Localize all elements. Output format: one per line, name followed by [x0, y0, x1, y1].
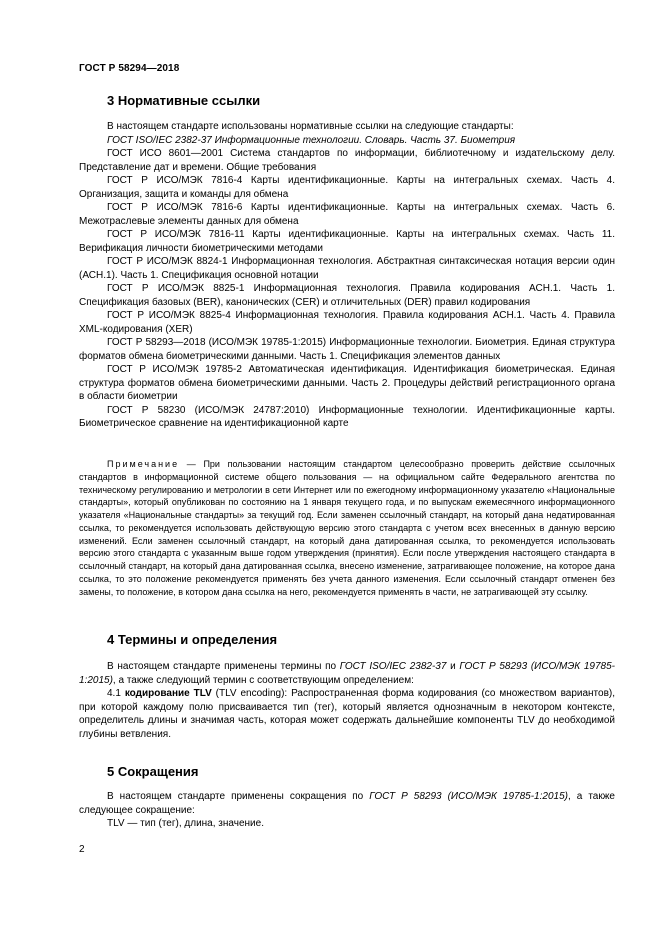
section-3-body	[79, 120, 615, 431]
page-number: 2	[79, 844, 85, 855]
intro-ref: ГОСТ Р 58293 (ИСО/МЭК 19785-1:2015)	[79, 661, 615, 686]
reference-item: ГОСТ Р ИСО/МЭК 19785-2 Автоматическая идентификация. Идентификация биометрическая. Единая структура форматов обмена биометрическими данными. Часть 2. Процедуры действий регистрационного органа в области биометрии	[79, 364, 615, 402]
note-label: Примечание	[107, 459, 180, 469]
section-5-body	[79, 790, 615, 831]
section-4-body	[79, 660, 615, 741]
reference-item: ГОСТ Р ИСО/МЭК 8825-4 Информационная технология. Правила кодирования АСН.1. Часть 4. Правила XML-кодирования (XER)	[79, 310, 615, 335]
intro-ref: ГОСТ ISO/IEC 2382-37	[339, 661, 447, 672]
term-number: 4.1	[107, 688, 125, 699]
section-4-intro	[79, 660, 615, 687]
intro-text: В настоящем стандарте применены термины по	[107, 661, 340, 672]
note-text: — При пользовании настоящим стандартом целесообразно проверить действие ссылочных стандартов в информационной системе общего пользования — на официальном сайте Федерального агентства по техническому регулированию и метрологии в сети Интернет или по ежегодному информационному указателю «Национальные стандарты», который опубликован по состоянию на 1 января текущего года, и по выпускам ежемесячного информационного указателя «Национальные стандарты» за текущий год. Если заменен ссылочный стандарт, на который дана недатированная ссылка, то рекомендуется использовать действующую версию этого стандарта с учетом всех внесенных в данную версию изменений. Если заменен ссылочный стандарт, на который дана датированная ссылка, то рекомендуется использовать версию этого стандарта с указанным выше годом утверждения (принятия). Если после утверждения настоящего стандарта в ссылочный стандарт, на который дана датированная ссылка, внесено изменение, затрагивающее положение, на которое дана ссылка, то это положение рекомендуется применять без учета данного изменения. Если ссылочный стандарт отменен без замены, то положение, в котором дана ссылка на него, рекомендуется применять в части, не затрагивающей эту ссылку.	[79, 459, 615, 597]
term-definition	[79, 687, 615, 741]
reference-italic: ГОСТ ISO/IEC 2382-37 Информационные технологии. Словарь. Часть 37. Биометрия	[107, 134, 516, 146]
intro-text: В настоящем стандарте применены сокращения по	[107, 791, 370, 802]
reference-item: ГОСТ Р ИСО/МЭК 7816-11 Карты идентификационные. Карты на интегральных схемах. Часть 11. Верификация личности биометрическими методами	[79, 229, 615, 254]
section-3-note	[79, 458, 615, 598]
term-text: (TLV encoding): Распространенная форма кодирования (со множеством вариантов), при которой каждому полю присваивается тип (тег), который является однозначным в некотором контексте, определитель длины и значимая часть, которая может содержать дальнейшие компоненты TLV до необходимой глубины ветвления.	[79, 688, 616, 740]
reference-item: ГОСТ Р ИСО/МЭК 7816-6 Карты идентификационные. Карты на интегральных схемах. Часть 6. Межотраслевые элементы данных для обмена	[79, 202, 615, 227]
reference-item: ГОСТ ИСО 8601—2001 Система стандартов по информации, библиотечному и издательскому делу. Представление дат и времени. Общие требования	[79, 148, 615, 173]
reference-item: ГОСТ Р ИСО/МЭК 8824-1 Информационная технология. Абстрактная синтаксическая нотация версии один (АСН.1). Часть 1. Спецификация основной нотации	[79, 256, 615, 281]
intro-text: , а также следующее сокращение:	[79, 791, 615, 816]
section-5-intro	[79, 790, 615, 817]
intro-text: , а также следующий термин с соответствующим определением:	[112, 674, 414, 686]
section-4-title: 4 Термины и определения	[107, 632, 278, 647]
section-5-title: 5 Сокращения	[107, 764, 199, 779]
section-3-intro: В настоящем стандарте использованы нормативные ссылки на следующие стандарты:	[107, 121, 514, 132]
reference-item: ГОСТ Р 58293—2018 (ИСО/МЭК 19785-1:2015) Информационные технологии. Биометрия. Единая структура форматов обмена биометрическими данными. Часть 1. Спецификация элементов данных	[79, 337, 615, 362]
note-paragraph	[79, 458, 615, 598]
section-3-title: 3 Нормативные ссылки	[107, 93, 261, 108]
standard-header: ГОСТ Р 58294—2018	[79, 63, 180, 74]
reference-item: ГОСТ Р ИСО/МЭК 8825-1 Информационная технология. Правила кодирования АСН.1. Часть 1. Спецификация базовых (BER), канонических (CER) и отличительных (DER) правил кодирования	[79, 283, 615, 308]
intro-ref: ГОСТ Р 58293 (ИСО/МЭК 19785-1:2015)	[369, 791, 568, 802]
term-name: кодирование TLV	[124, 688, 212, 699]
reference-item	[79, 134, 615, 148]
reference-item: ГОСТ Р 58230 (ИСО/МЭК 24787:2010) Информационные технологии. Идентификационные карты. Биометрическое сравнение на идентификационной карте	[79, 404, 615, 429]
abbreviation-item: TLV — тип (тег), длина, значение.	[107, 818, 264, 829]
intro-text: и	[446, 661, 460, 672]
reference-item: ГОСТ Р ИСО/МЭК 7816-4 Карты идентификационные. Карты на интегральных схемах. Часть 4. Организация, защита и команды для обмена	[79, 175, 615, 200]
